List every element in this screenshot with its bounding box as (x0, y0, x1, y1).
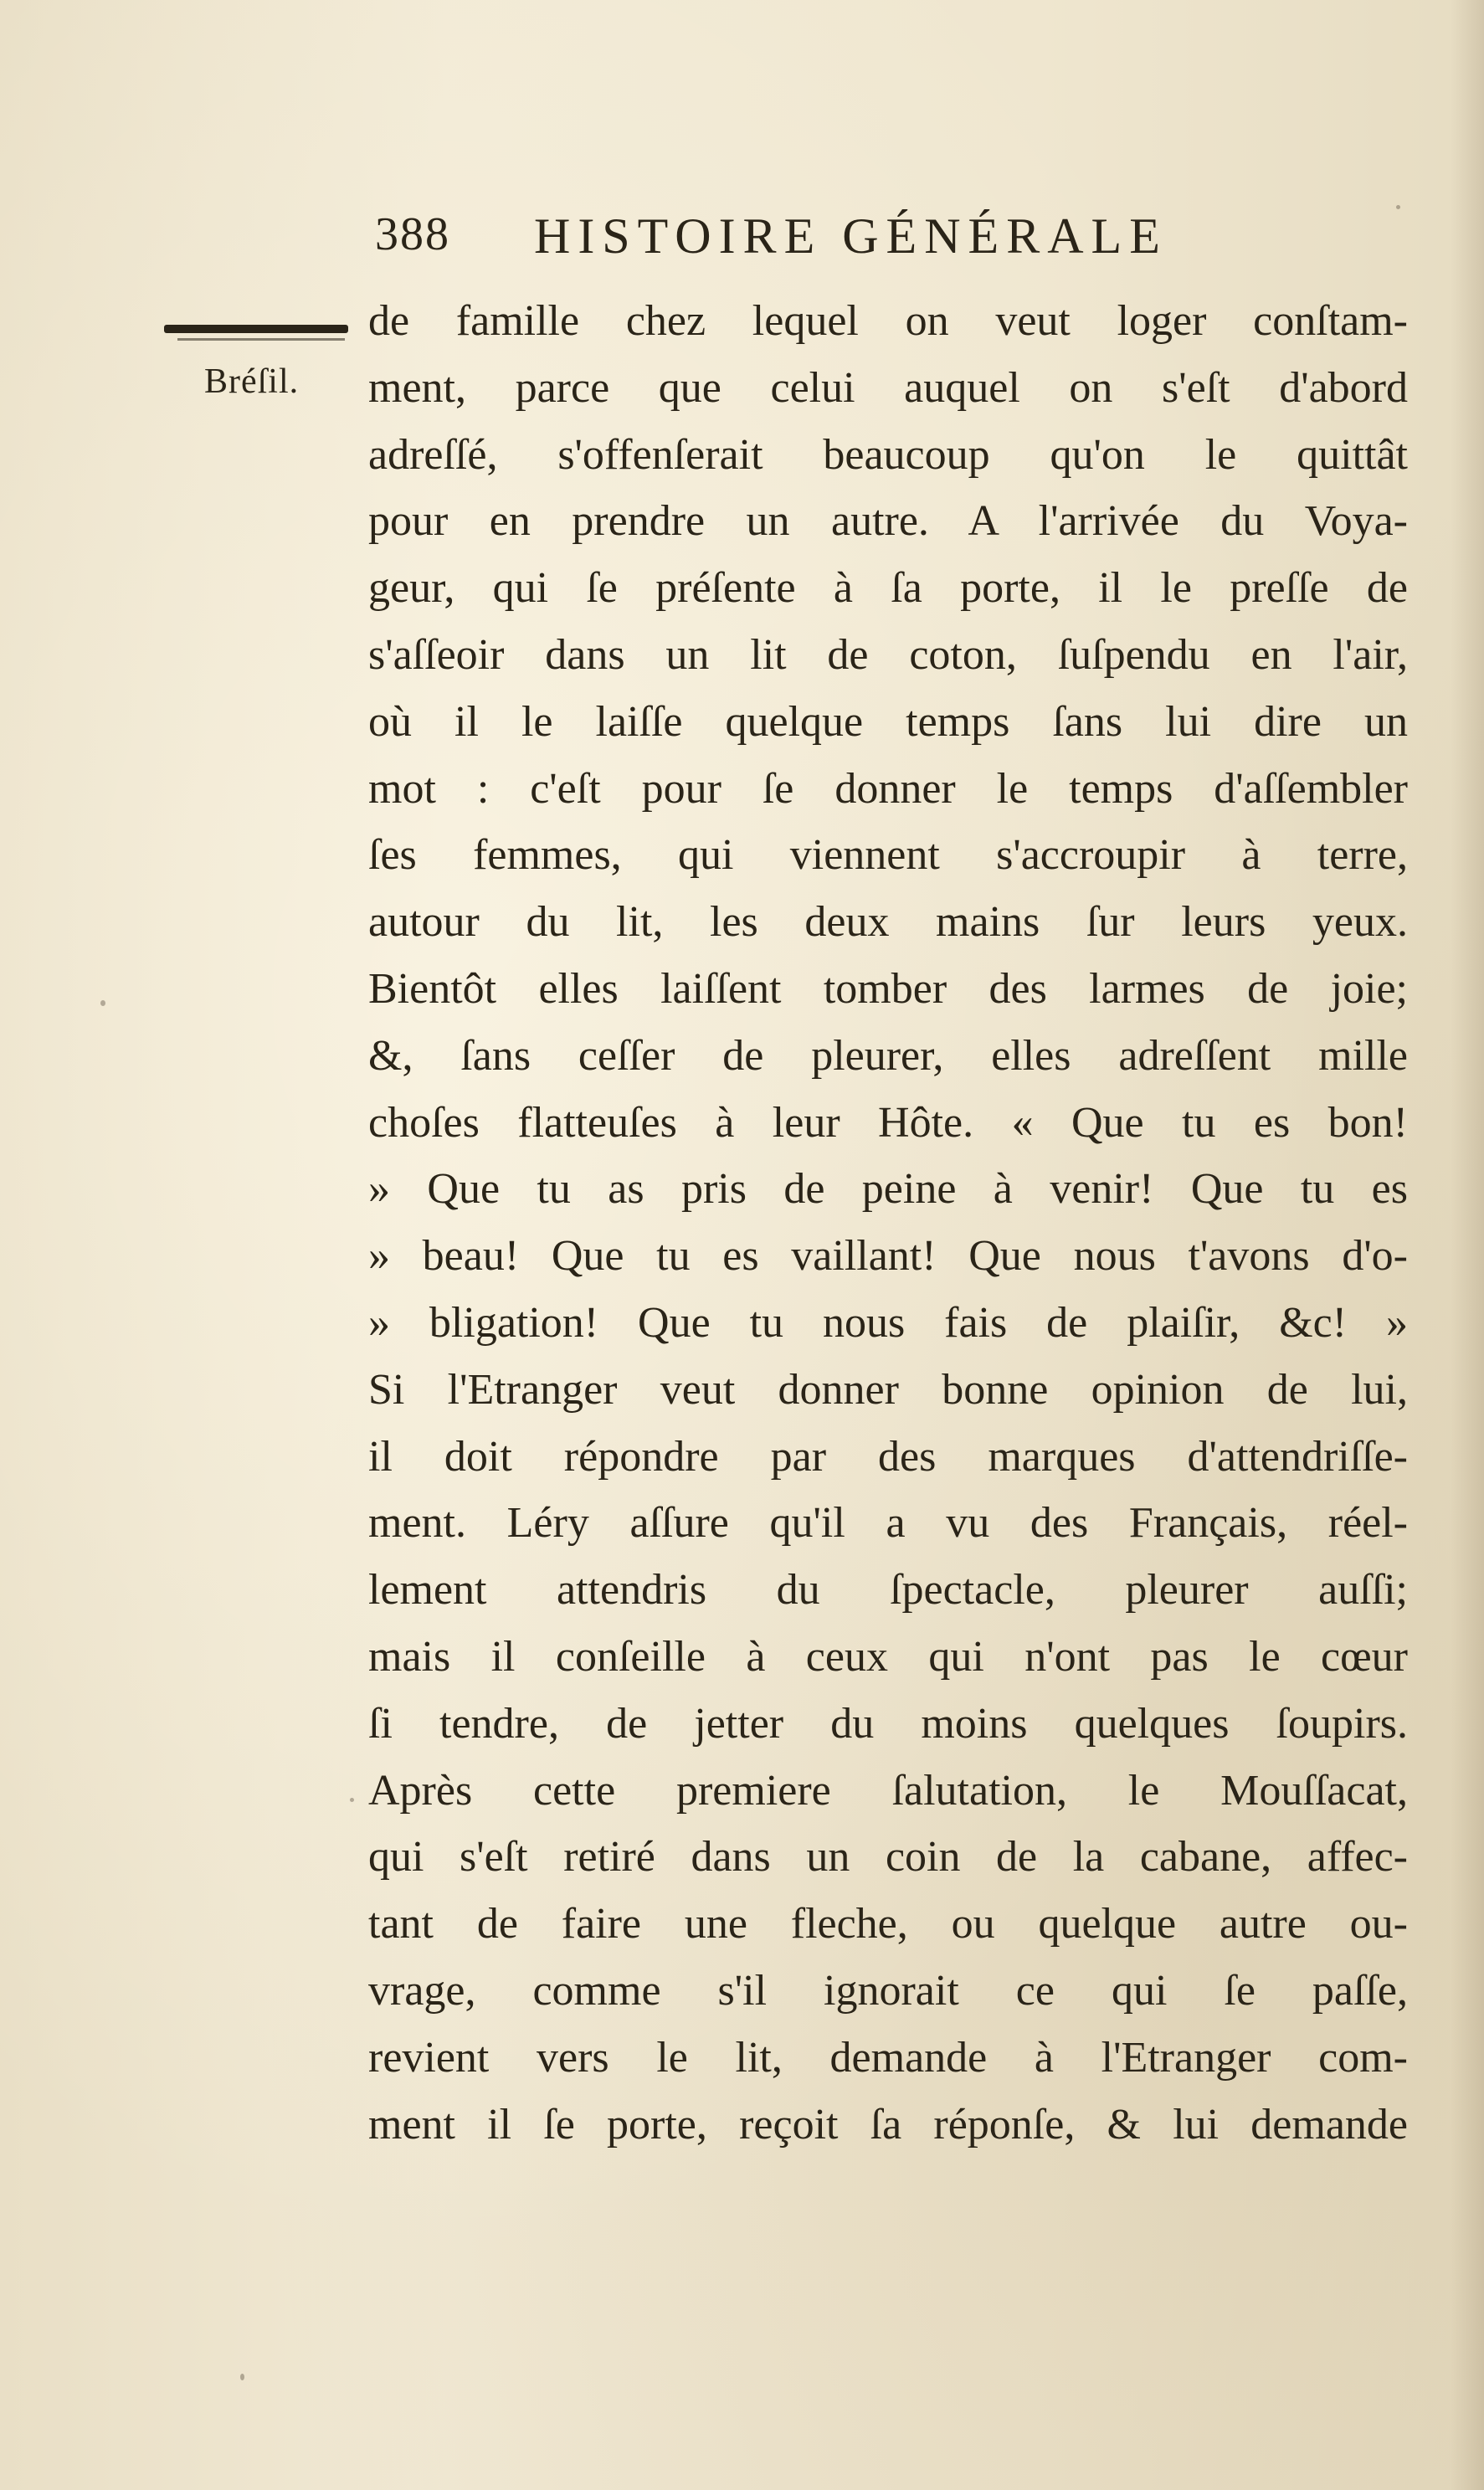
text-line: &, ſans ceſſer de pleurer, elles adreſſent mille (368, 1031, 1408, 1080)
margin-note: Bréſil. (204, 362, 300, 401)
paper-speck (350, 1798, 354, 1802)
text-line: » bligation! Que tu nous fais de plaiſir, &c! » (368, 1298, 1408, 1347)
text-line: Si l'Etranger veut donner bonne opinion de lui, (368, 1365, 1408, 1414)
page-number: 388 (375, 208, 450, 260)
text-line: Bientôt elles laiſſent tomber des larmes de joie; (368, 964, 1408, 1013)
text-line: ſi tendre, de jetter du moins quelques ſoupirs. (368, 1699, 1408, 1748)
text-line: autour du lit, les deux mains ſur leurs yeux. (368, 898, 1408, 947)
text-line: tant de faire une fleche, ou quelque autre ou- (368, 1900, 1408, 1948)
text-line: » beau! Que tu es vaillant! Que nous t'avons d'o- (368, 1232, 1408, 1281)
paper-speck (240, 2374, 244, 2380)
text-line: adreſſé, s'offenſerait beaucoup qu'on le quittât (368, 430, 1408, 479)
text-line: il doit répondre par des marques d'attendriſſe- (368, 1432, 1408, 1481)
text-line: ſes femmes, qui viennent s'accroupir à terre, (368, 831, 1408, 880)
text-line: pour en prendre un autre. A l'arrivée du Voya- (368, 497, 1408, 546)
text-line: vrage, comme s'il ignorait ce qui ſe paſſe, (368, 1966, 1408, 2015)
margin-rule-thin (177, 338, 345, 341)
text-line: qui s'eſt retiré dans un coin de la cabane, affec- (368, 1833, 1408, 1882)
text-line: s'aſſeoir dans un lit de coton, ſuſpendu en l'air, (368, 630, 1408, 679)
text-line: geur, qui ſe préſente à ſa porte, il le preſſe de (368, 564, 1408, 613)
text-line: mot : c'eſt pour ſe donner le temps d'aſſembler (368, 764, 1408, 813)
text-line: de famille chez lequel on veut loger conſtam- (368, 297, 1408, 345)
page-edge-shadow (1451, 0, 1484, 2490)
text-line: choſes flatteuſes à leur Hôte. « Que tu es bon! (368, 1098, 1408, 1147)
running-head (375, 199, 1379, 275)
paper-speck (1396, 205, 1400, 209)
running-title: HISTOIRE GÉNÉRALE (534, 208, 1168, 264)
text-line: ment, parce que celui auquel on s'eſt d'abord (368, 363, 1408, 412)
text-line: revient vers le lit, demande à l'Etranger com- (368, 2033, 1408, 2082)
margin-rule (164, 325, 348, 333)
text-line: lement attendris du ſpectacle, pleurer auſſi; (368, 1566, 1408, 1615)
body-text (368, 288, 1408, 2158)
paper-speck (100, 1000, 105, 1006)
text-line: » Que tu as pris de peine à venir! Que tu es (368, 1165, 1408, 1214)
text-line: mais il conſeille à ceux qui n'ont pas le cœur (368, 1632, 1408, 1681)
text-line: où il le laiſſe quelque temps ſans lui dire un (368, 697, 1408, 746)
text-line: ment il ſe porte, reçoit ſa réponſe, & lui demande (368, 2100, 1408, 2149)
text-line: Après cette premiere ſalutation, le Mouſſacat, (368, 1766, 1408, 1815)
text-line: ment. Léry aſſure qu'il a vu des Français, réel- (368, 1499, 1408, 1548)
